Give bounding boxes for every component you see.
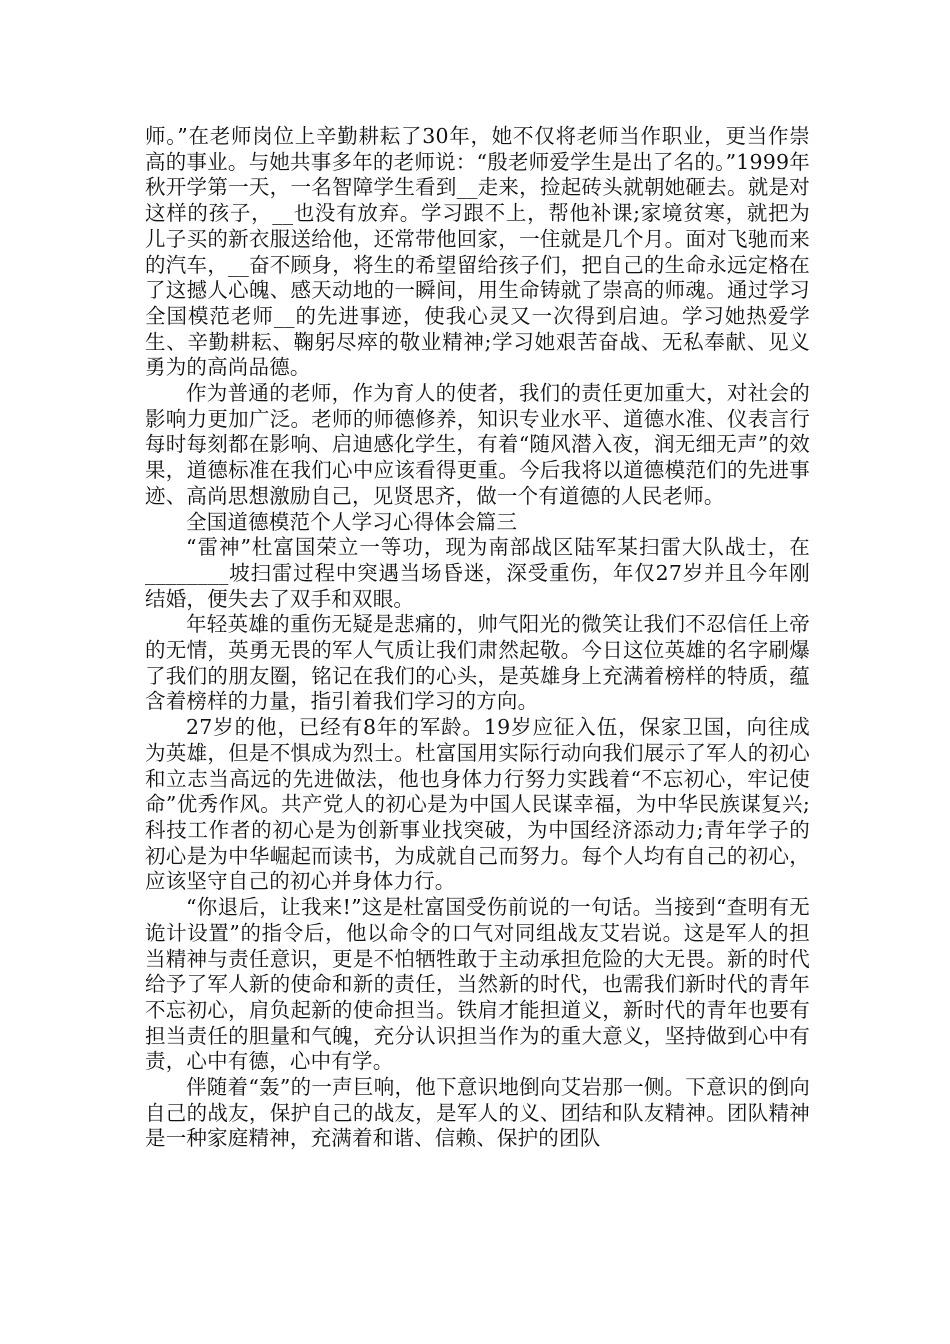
paragraph-2: 作为普通的老师，作为育人的使者，我们的责任更加重大，对社会的影响力更加广泛。老师的师德修养，知识专业水平、道德水准、仪表言行每时每刻都在影响、启迪感化学生，有着“随风潜入夜，润无细无声”的效果，道德标准在我们心中应该看得更重。今后我将以道德模范们的先进事迹、高尚思想激励自己，见贤思齐，做一个有道德的人民老师。: [145, 381, 810, 508]
paragraph-5: 27岁的他，已经有8年的军龄。19岁应征入伍，保家卫国，向往成为英雄，但是不惧成为烈士。杜富国用实际行动向我们展示了军人的初心和立志当高远的先进做法，他也身体力行努力实践着“不忘初心，牢记使命”优秀作风。共产党人的初心是为中国人民谋幸福，为中华民族谋复兴;科技工作者的初心是为创新事业找突破，为中国经济添动力;青年学子的初心是为中华崛起而读书，为成就自己而努力。每个人均有自己的初心，应该坚守自己的初心并身体力行。: [145, 715, 810, 894]
document-body: [145, 124, 810, 1152]
paragraph-1: 师。”在老师岗位上辛勤耕耘了30年，她不仅将老师当作职业，更当作崇高的事业。与她共事多年的老师说：“殷老师爱学生是出了名的。”1999年秋开学第一天，一名智障学生看到__走来，捡起砖头就朝她砸去。就是对这样的孩子，__也没有放弃。学习跟不上，帮他补课;家境贫寒，就把为儿子买的新衣服送给他，还常带他回家，一住就是几个月。面对飞驰而来的汽车，__奋不顾身，将生的希望留给孩子们，把自己的生命永远定格在了这撼人心魄、感天动地的一瞬间，用生命铸就了崇高的师魂。通过学习全国模范老师__的先进事迹，使我心灵又一次得到启迪。学习她热爱学生、辛勤耕耘、鞠躬尽瘁的敬业精神;学习她艰苦奋战、无私奉献、见义勇为的高尚品德。: [145, 124, 810, 380]
paragraph-3: “雷神”杜富国荣立一等功，现为南部战区陆军某扫雷大队战士，在________坡扫雷过程中突遇当场昏迷，深受重伤，年仅27岁并且今年刚结婚，便失去了双手和双眼。: [145, 535, 810, 611]
paragraph-4: 年轻英雄的重伤无疑是悲痛的，帅气阳光的微笑让我们不忍信任上帝的无情，英勇无畏的军人气质让我们肃然起敬。今日这位英雄的名字刷爆了我们的朋友圈，铭记在我们的心头，是英雄身上充满着榜样的特质，蕴含着榜样的力量，指引着我们学习的方向。: [145, 612, 810, 714]
paragraph-7: 伴随着“轰”的一声巨响，他下意识地倒向艾岩那一侧。下意识的倒向自己的战友，保护自己的战友，是军人的义、团结和队友精神。团队精神是一种家庭精神，充满着和谐、信赖、保护的团队: [145, 1075, 810, 1151]
paragraph-6: “你退后，让我来!”这是杜富国受伤前说的一句话。当接到“查明有无诡计设置”的指令后，他以命令的口气对同组战友艾岩说。这是军人的担当精神与责任意识，更是不怕牺牲敢于主动承担危险的大无畏。新的时代给予了军人新的使命和新的责任，当然新的时代，也需我们新时代的青年不忘初心，肩负起新的使命担当。铁肩才能担道义，新时代的青年也要有担当责任的胆量和气魄，充分认识担当作为的重大意义，坚持做到心中有责，心中有德，心中有学。: [145, 895, 810, 1074]
section-heading: 全国道德模范个人学习心得体会篇三: [186, 509, 518, 534]
